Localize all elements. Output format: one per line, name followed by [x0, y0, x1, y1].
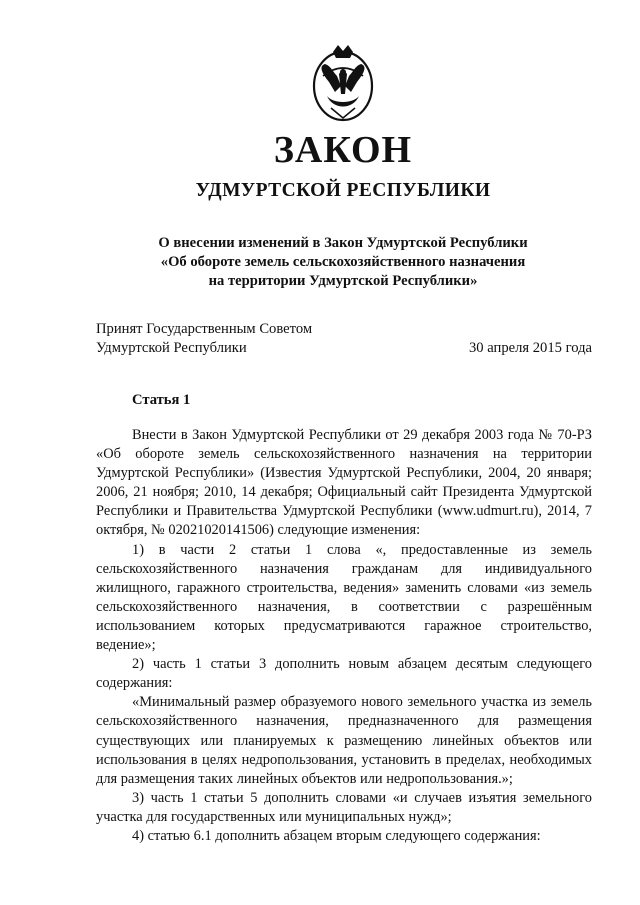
article-body [96, 426, 592, 846]
coat-of-arms-emblem [311, 42, 375, 124]
article-paragraph: Внести в Закон Удмуртской Республики от 29 декабря 2003 года № 70-РЗ «Об обороте земель сельскохозяйственного назначения на территории Удмуртской Республики» (Известия Удмуртской Республики, 2004, 20 января; 2006, 21 ноября; 2010, 14 декабря; Официальный сайт Президента Удмуртской Республики и Правительства Удмуртской Республики (www.udmurt.ru), 2014, 7 октября, № 02021020141506) следующие изменения: [96, 427, 592, 539]
document-subtitle: УДМУРТСКОЙ РЕСПУБЛИКИ [195, 180, 491, 201]
adoption-statement [96, 320, 312, 358]
adoption-date: 30 апреля 2015 года [469, 340, 592, 356]
article-paragraph: 4) статью 6.1 дополнить абзацем вторым следующего содержания: [132, 827, 541, 844]
document-title: ЗАКОН [273, 129, 413, 171]
law-title-line: на территории Удмуртской Республики» [208, 273, 478, 289]
adoption-line: Принят Государственным Советом [96, 321, 313, 337]
article-paragraph: 1) в части 2 статьи 1 слова «, предоставленные из земель сельскохозяйственного назначения гражданам для индивидуального жилищного, гаражного строительства, ведения» заменить словами «из земель сельскохозяйственного назначения, в соответствии с разрешённым использованием которых предусматриваются гаражное строительство, ведение»; [96, 541, 592, 654]
article-paragraph: 2) часть 1 статьи 3 дополнить новым абзацем десятым следующего содержания: [96, 656, 592, 692]
article-paragraph: 3) часть 1 статьи 5 дополнить словами «и случаев изъятия земельного участка для государственных или муниципальных нужд»; [96, 789, 592, 825]
law-title-line: «Об обороте земель сельскохозяйственного назначения [160, 254, 526, 270]
law-title [0, 234, 640, 291]
article-heading: Статья 1 [132, 392, 191, 408]
law-title-line: О внесении изменений в Закон Удмуртской Республики [158, 235, 528, 251]
adoption-line: Удмуртской Республики [96, 340, 247, 356]
article-paragraph: «Минимальный размер образуемого нового земельного участка из земель сельскохозяйственного назначения, предназначенного для размещения существующих или планируемых к размещению линейных объектов или использования в целях недропользования, установить в пределах, необходимых для размещения таких линейных объектов или недропользования.»; [96, 694, 592, 787]
